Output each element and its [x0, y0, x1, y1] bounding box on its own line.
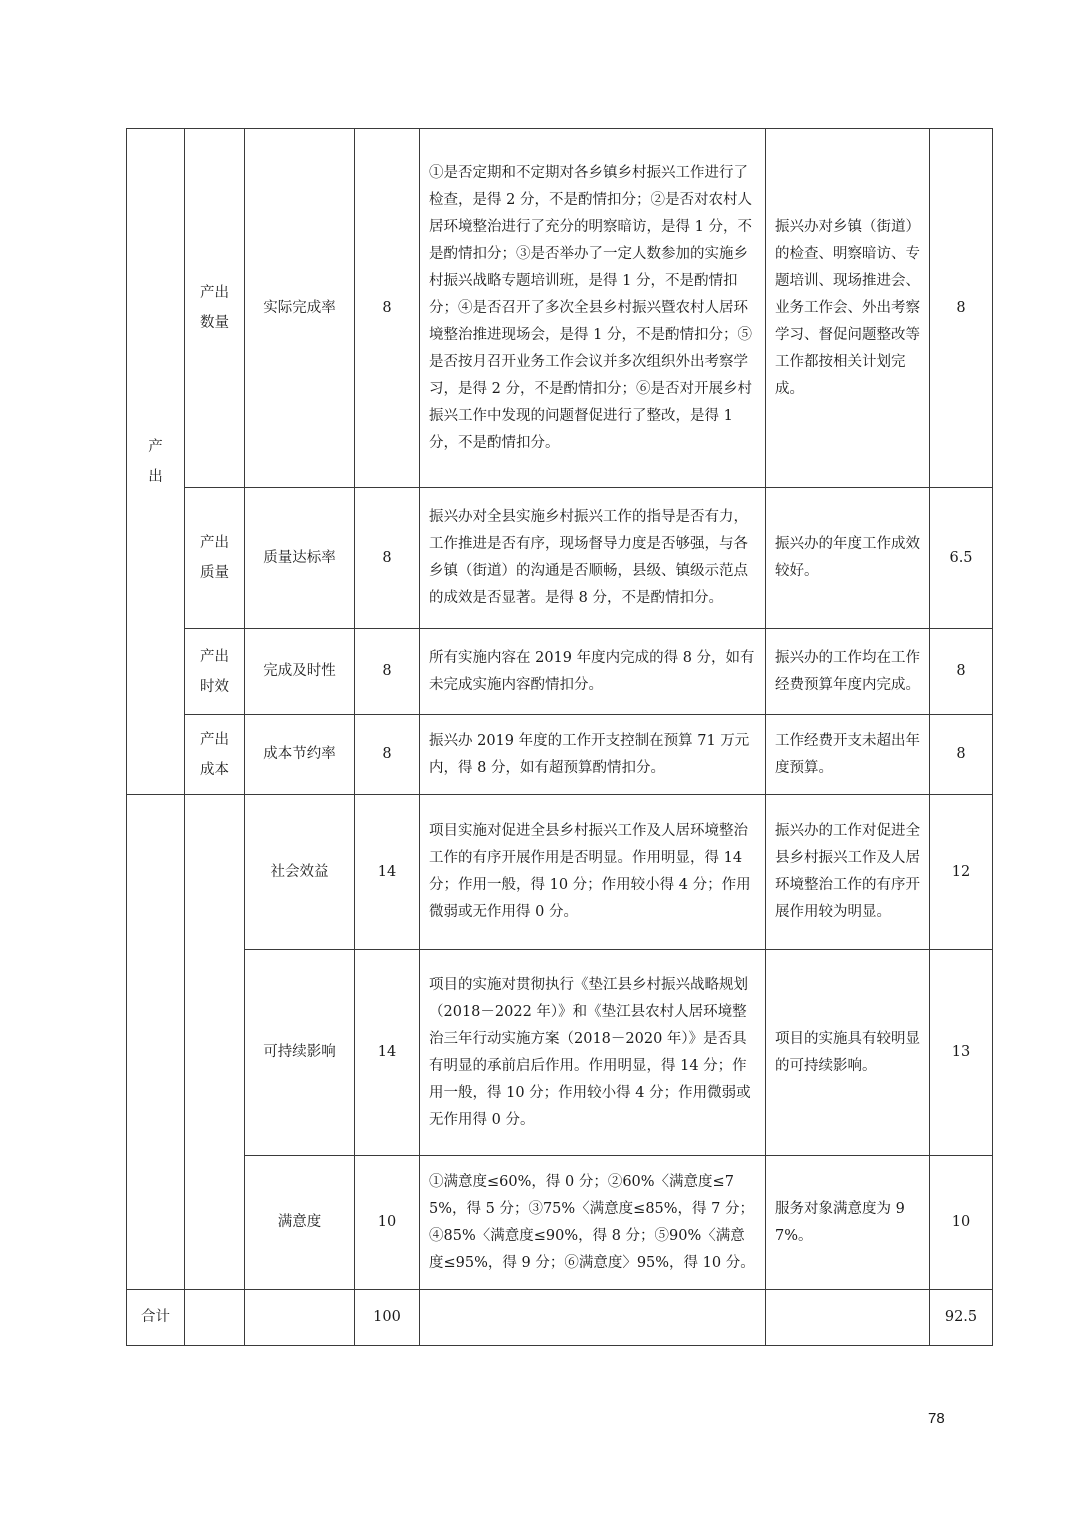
- sub-indicator-label: 产出 质量: [200, 535, 229, 581]
- total-row: [127, 1290, 993, 1346]
- category-effect-cell: [127, 795, 185, 1290]
- category-label: 产 出: [148, 438, 163, 485]
- analysis-cell: 振兴办的年度工作成效较好。: [766, 488, 930, 629]
- empty-cell: [420, 1290, 766, 1346]
- criteria-cell: 项目实施对促进全县乡村振兴工作及人居环境整治工作的有序开展作用是否明显。作用明显，得 14 分；作用一般，得 10 分；作用较小得 4 分；作用微弱或无作用得 0 分。: [420, 795, 766, 950]
- evaluation-table: [126, 128, 993, 1346]
- score-cell: 8: [930, 715, 993, 795]
- sub-indicator-cell: [185, 488, 245, 629]
- score-cell: 8: [930, 129, 993, 488]
- score-cell: 10: [930, 1156, 993, 1290]
- empty-cell: [245, 1290, 355, 1346]
- indicator-cell: 可持续影响: [245, 950, 355, 1156]
- indicator-cell: 实际完成率: [245, 129, 355, 488]
- sub-indicator-label: 产出 时效: [200, 648, 229, 695]
- sub-indicator-cell: [185, 129, 245, 488]
- table-row: [127, 795, 993, 950]
- analysis-cell: 项目的实施具有较明显的可持续影响。: [766, 950, 930, 1156]
- table-row: [127, 715, 993, 795]
- sub-indicator-label: 产出 数量: [200, 285, 229, 331]
- criteria-cell: 振兴办 2019 年度的工作开支控制在预算 71 万元内，得 8 分，如有超预算酌情扣分。: [420, 715, 766, 795]
- analysis-cell: 振兴办对乡镇（街道）的检查、明察暗访、专题培训、现场推进会、业务工作会、外出考察学习、督促问题整改等工作都按相关计划完成。: [766, 129, 930, 488]
- indicator-cell: 社会效益: [245, 795, 355, 950]
- indicator-cell: 完成及时性: [245, 629, 355, 715]
- table-row: [127, 1156, 993, 1290]
- empty-cell: [185, 1290, 245, 1346]
- page-number: 78: [928, 1410, 945, 1427]
- empty-cell: [766, 1290, 930, 1346]
- criteria-cell: 振兴办对全县实施乡村振兴工作的指导是否有力，工作推进是否有序，现场督导力度是否够强，与各乡镇（街道）的沟通是否顺畅，县级、镇级示范点的成效是否显著。是得 8 分，不是酌情扣分。: [420, 488, 766, 629]
- analysis-cell: 振兴办的工作均在工作经费预算年度内完成。: [766, 629, 930, 715]
- category-output-cell: [127, 129, 185, 795]
- analysis-cell: 服务对象满意度为 97%。: [766, 1156, 930, 1290]
- indicator-cell: 满意度: [245, 1156, 355, 1290]
- criteria-cell: [420, 950, 766, 1156]
- sub-indicator-label: 产出 成本: [200, 731, 229, 778]
- analysis-cell: 工作经费开支未超出年度预算。: [766, 715, 930, 795]
- criteria-cell: 所有实施内容在 2019 年度内完成的得 8 分，如有未完成实施内容酌情扣分。: [420, 629, 766, 715]
- weight-cell: 8: [355, 715, 420, 795]
- table-row: [127, 950, 993, 1156]
- score-cell: 8: [930, 629, 993, 715]
- criteria-cell: ①满意度≤60%，得 0 分；②60%〈满意度≤75%，得 5 分；③75%〈满意度≤85%，得 7 分；④85%〈满意度≤90%，得 8 分；⑤90%〈满意度≤95%，得 9 分；⑥满意度〉95%，得 10 分。: [420, 1156, 766, 1290]
- weight-cell: 14: [355, 950, 420, 1156]
- sub-indicator-cell: [185, 629, 245, 715]
- table-row: [127, 129, 993, 488]
- score-cell: 13: [930, 950, 993, 1156]
- table-row: [127, 488, 993, 629]
- sub-effect-cell: [185, 795, 245, 1290]
- criteria-text: 项目的实施对贯彻执行《垫江县乡村振兴战略规划 （2018－2022 年）》和《垫江县农村人居环境整治三年行动实施方案（2018－2020 年）》是否具有明显的承前启后作用。作用明显，得 14 分；作用一般，得 10 分；作用较小得 4 分；作用微弱或无作用得 0 分。: [429, 976, 751, 1128]
- sub-indicator-cell: [185, 715, 245, 795]
- table-row: [127, 629, 993, 715]
- weight-cell: 8: [355, 488, 420, 629]
- criteria-cell: ①是否定期和不定期对各乡镇乡村振兴工作进行了检查，是得 2 分，不是酌情扣分；②是否对农村人居环境整治进行了充分的明察暗访，是得 1 分，不是酌情扣分；③是否举办了一定人数参加的实施乡村振兴战略专题培训班，是得 1 分，不是酌情扣分；④是否召开了多次全县乡村振兴暨农村人居环境整治推进现场会，是得 1 分，不是酌情扣分；⑤是否按月召开业务工作会议并多次组织外出考察学习，是得 2 分，不是酌情扣分；⑥是否对开展乡村振兴工作中发现的问题督促进行了整改，是得 1 分，不是酌情扣分。: [420, 129, 766, 488]
- score-cell: 6.5: [930, 488, 993, 629]
- indicator-cell: 质量达标率: [245, 488, 355, 629]
- weight-cell: 8: [355, 129, 420, 488]
- score-cell: 12: [930, 795, 993, 950]
- indicator-cell: 成本节约率: [245, 715, 355, 795]
- total-weight-cell: 100: [355, 1290, 420, 1346]
- analysis-cell: 振兴办的工作对促进全县乡村振兴工作及人居环境整治工作的有序开展作用较为明显。: [766, 795, 930, 950]
- total-label-cell: 合计: [127, 1290, 185, 1346]
- weight-cell: 14: [355, 795, 420, 950]
- total-score-cell: 92.5: [930, 1290, 993, 1346]
- weight-cell: 8: [355, 629, 420, 715]
- weight-cell: 10: [355, 1156, 420, 1290]
